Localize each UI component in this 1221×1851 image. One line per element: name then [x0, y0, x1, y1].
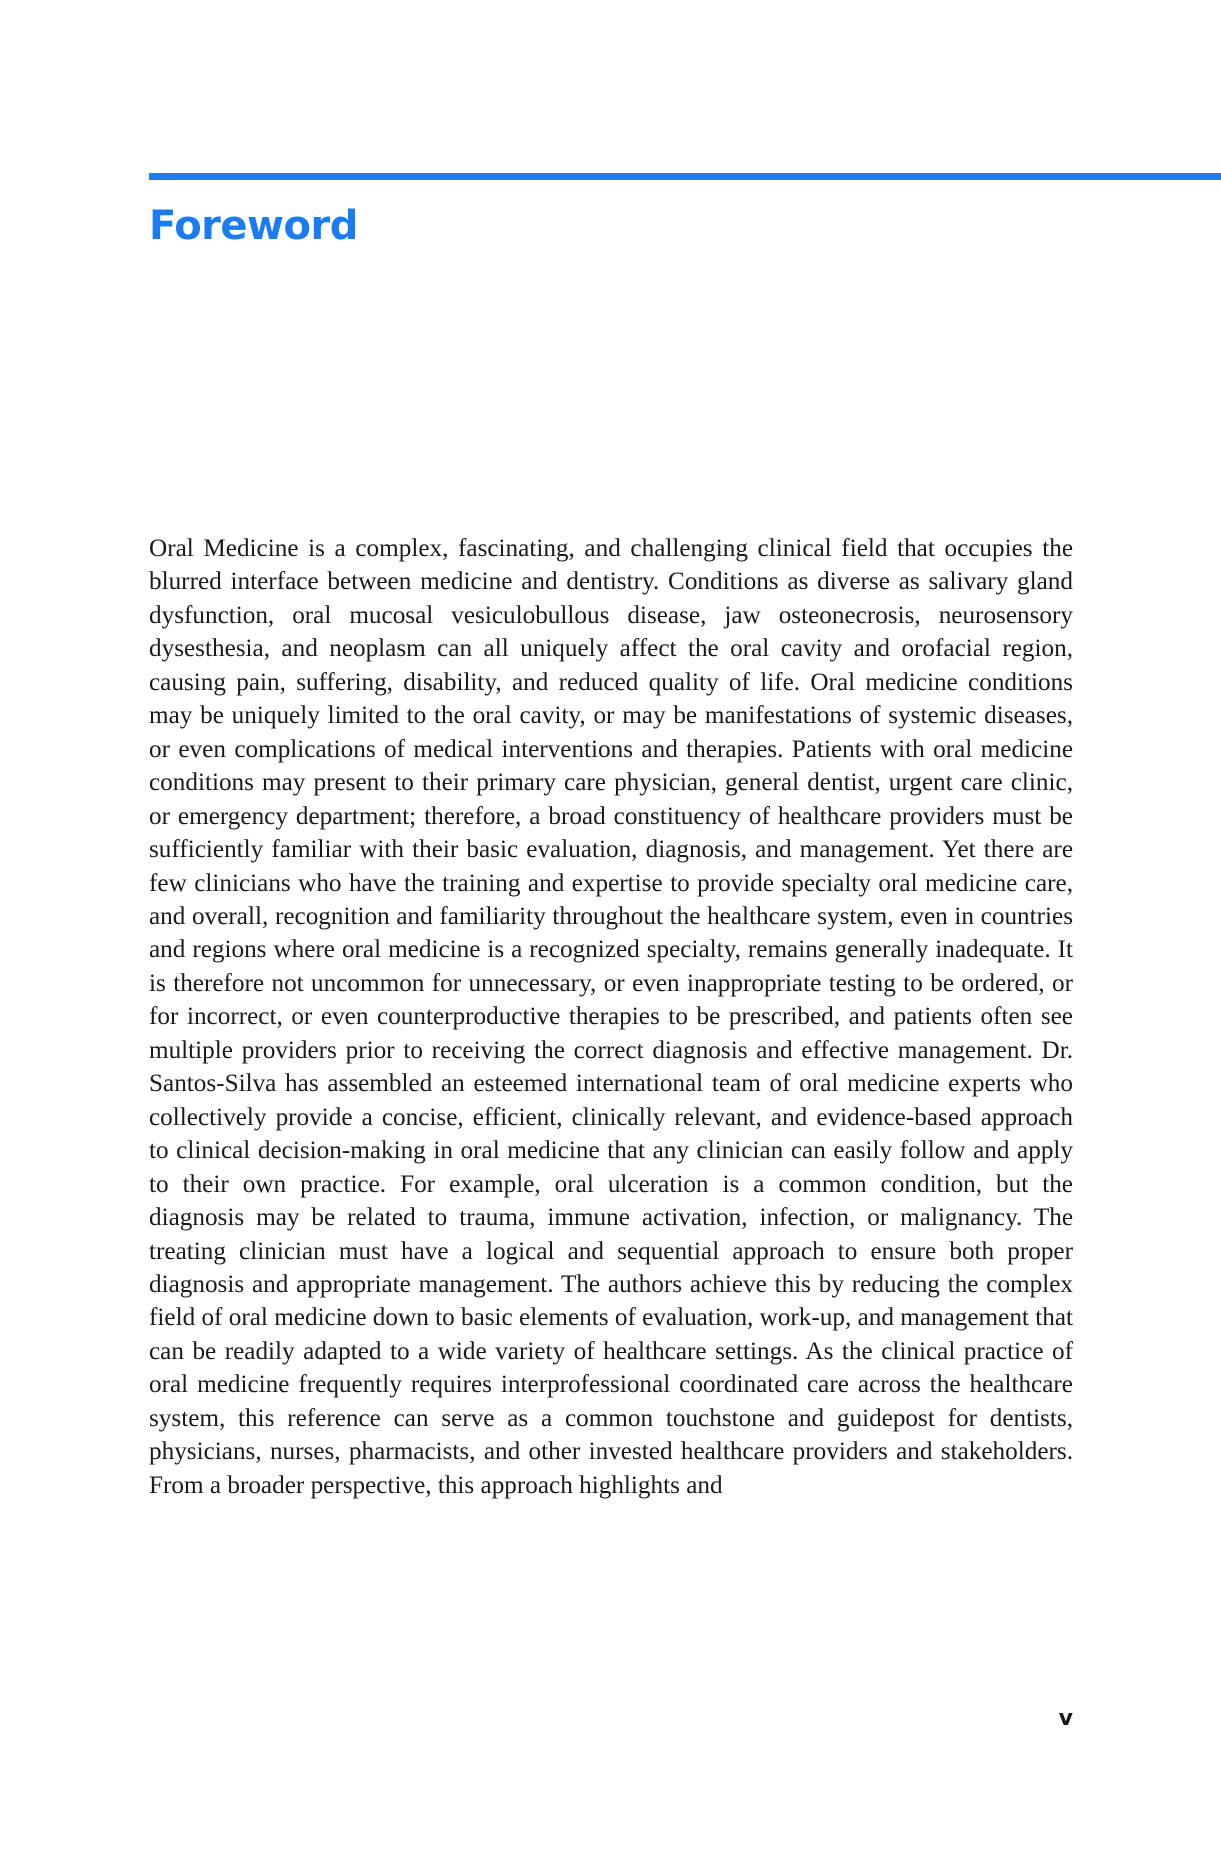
heading-rule: [149, 173, 1221, 180]
foreword-paragraph: Oral Medicine is a complex, fascinating, and challenging clinical field that occupies the blurred interface between medicine and dentistry. Conditions as diverse as salivary gland dysfunction, oral mucosal vesiculobullous disease, jaw osteonecrosis, neurosensory dysesthesia, and neoplasm can all uniquely affect the oral cavity and orofacial region, causing pain, suffering, disability, and reduced quality of life. Oral medicine conditions may be uniquely limited to the oral cavity, or may be manifestations of systemic diseases, or even complications of medical interventions and therapies. Patients with oral medicine conditions may present to their primary care physician, general dentist, urgent care clinic, or emergency department; therefore, a broad constituency of healthcare providers must be sufficiently familiar with their basic evaluation, diagnosis, and management. Yet there are few clinicians who have the training and expertise to provide specialty oral medicine care, and overall, recognition and familiarity throughout the healthcare system, even in countries and regions where oral medicine is a recognized specialty, remains generally inadequate. It is therefore not uncommon for unnecessary, or even inappropriate testing to be ordered, or for incorrect, or even counterproductive therapies to be prescribed, and patients often see multiple providers prior to receiving the correct diagnosis and effective management. Dr. Santos-Silva has assembled an esteemed international team of oral medicine experts who collectively provide a concise, efficient, clinically relevant, and evidence-based approach to clinical decision-making in oral medicine that any clinician can easily follow and apply to their own practice. For example, oral ulceration is a common condition, but the diagnosis may be related to trauma, immune activation, infection, or malignancy. The treating clinician must have a logical and sequential approach to ensure both proper diagnosis and appropriate management. The authors achieve this by reducing the complex field of oral medicine down to basic elements of evaluation, work-up, and management that can be readily adapted to a wide variety of healthcare settings. As the clinical practice of oral medicine frequently requires interprofessional coordinated care across the healthcare system, this reference can serve as a common touchstone and guidepost for dentists, physicians, nurses, pharmacists, and other invested healthcare providers and stakeholders. From a broader perspective, this approach highlights and: [149, 535, 1073, 1499]
page-number: v: [1058, 1706, 1073, 1731]
chapter-heading: Foreword: [149, 203, 358, 249]
